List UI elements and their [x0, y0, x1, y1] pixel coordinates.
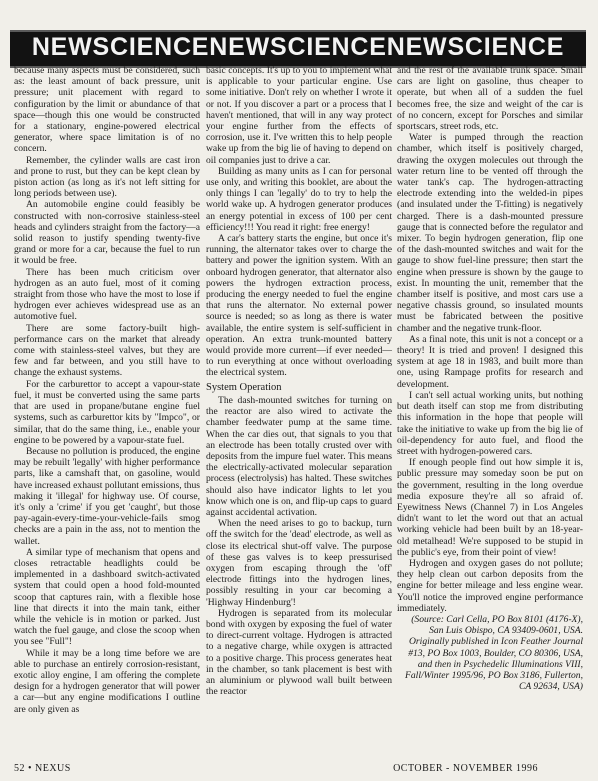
page-number-footer: 52 • NEXUS [14, 763, 71, 774]
paragraph: When the need arises to go to backup, turn off the switch for the 'dead' electrode, as well as close its electrical shut-off valve. The purpose of these gas valves is to keep pressurised oxygen from escaping through the 'off' electrode fittings into the hydrogen lines, possibly resulting in your car becoming a 'Highway Hindenburg'! [206, 518, 392, 608]
article-column-2 [206, 65, 392, 745]
paragraph: While it may be a long time before we are able to purchase an entirely corrosion-resistant, exotic alloy engine, I am offering the complete design for a hydrogen generator that will power a car—but any engine modifications I outline are only given as [14, 647, 200, 715]
article-column-3 [397, 65, 583, 745]
paragraph: Building as many units as I can for personal use only, and writing this booklet, are about the only things I can 'legally' do to try to help the world wake up. A hydrogen generator produces an energy potential in excess of 100 per cent efficiency!!! You read it right: free energy! [206, 165, 392, 233]
issue-date-footer: OCTOBER - NOVEMBER 1996 [393, 763, 538, 774]
paragraph: A car's battery starts the engine, but once it's running, the alternator takes over to charge the battery and power the ignition system. With an onboard hydrogen generator, that alternator also powers the hydrogen extraction process, producing the energy needed to fuel the engine that runs the alternator. No external power source is needed; so as long as there is water available, the entire system is self-sufficient in operation. An extra trunk-mounted battery would provide more current—if ever needed—to run everything at once without overloading the electrical system. [206, 233, 392, 379]
section-banner [10, 30, 586, 68]
article-column-1 [14, 65, 200, 745]
paragraph: Hydrogen is separated from its molecular bond with oxygen by exposing the fuel of water to direct-current voltage. Hydrogen is attracted to a negative charge, while oxygen is attracted to a positive charge. This process generates heat in the chamber, so tank placement is best with an aluminium or plywood wall built between the reactor [206, 607, 392, 698]
paragraph: because many aspects must be considered, such as: the least amount of back pressure, unit pressure; unit placement with regard to configuration by the limit or abundance of that space—though this one would be constructed for a stationary, engine-powered electrical generator, where space limitation is of no concern. [14, 65, 200, 155]
section-heading: System Operation [206, 381, 282, 393]
paragraph: The dash-mounted switches for turning on the reactor are also wired to activate the chamber feedwater pump at the same time. When the car dies out, that signals to you that an electrode has been totally crusted over with deposits from the impure fuel water. This means the electrically-activated molecular separation process (electrolysis) has halted. These switches should also have indicator lights to let you know which one is on, and flip-up caps to guard against accidental activation. [206, 394, 392, 518]
paragraph: If enough people find out how simple it is, public pressure may someday soon be put on the government, resulting in the long overdue media exposure they're all so afraid of. Eyewitness News (Channel 7) in Los Angeles didn't want to let the word out that an actual working vehicle had been built by an 18-year-old metalhead! We're supposed to be stupid in the public's eye, from their point of view! [397, 457, 583, 558]
paragraph: Water is pumped through the reaction chamber, which itself is positively charged, drawing the oxygen molecules out through the water return line to be vented off through the water tank's cap. The hydrogen-attracting electrode extending into the welded-in pipes (and insulated under the T-fitting) is negatively charged. There is a dash-mounted pressure gauge that is connected before the regulator and mixer. To begin hydrogen generation, flip one of the dash-mounted switches and wait for the gauge to show fuel-line pressure; then start the engine when pressure is shown by the gauge to exist. In mounting the unit, remember that the chamber itself is positive, and most cars use a negative chassis ground, so insulated mounts must be fabricated between the positive chamber and the negative trunk-floor. [397, 132, 583, 334]
paragraph: Because no pollution is produced, the engine may be rebuilt 'legally' with higher performance parts, like a camshaft that, on gasoline, would have increased exhaust pollutant emissions, thus making it 'illegal' for highway use. Of course, it's only a 'crime' if you get 'caught', but those pay-again-every-time-your-vehicle-fails smog checks are a pain in the ass, not to mention the wallet. [14, 445, 200, 547]
paragraph: As a final note, this unit is not a concept or a theory! It is tried and proven! I designed this system at age 18 in 1983, and built more than one, using Rampage profits for research and development. [397, 333, 583, 390]
paragraph: Hydrogen and oxygen gases do not pollute; they help clean out carbon deposits from the engine for better mileage and less engine wear. You'll notice the improved engine performance immediately. [397, 557, 583, 614]
paragraph: There has been much criticism over hydrogen as an auto fuel, most of it coming straight from those who have the most to lose if hydrogen ever achieves widespread use as an automotive fuel. [14, 266, 200, 323]
paragraph: basic concepts. It's up to you to implement what is applicable to your particular engine. Use some initiative. Don't rely on whether I wrote it or not. If you discover a part or a process that I haven't mentioned, that will in any way protect your engine further from the effects of corrosion, use it. I've written this to help people wake up from the big lie of having to depend on oil companies just to drive a car. [206, 65, 392, 166]
source-credit: Originally published in Icon Feather Journal #13, PO Box 1003, Boulder, CO 80306, USA, and then in Psychedelic Illuminations VIII, Fall/Winter 1995/96, PO Box 3186, Fullerton, CA 92634, USA) [405, 636, 583, 693]
paragraph: A similar type of mechanism that opens and closes retractable headlights could be implemented in a dashboard switch-activated system that could open a hood fold-mounted scoop that captures rain, with a flexible hose line that directs it into the main tank, either while the vehicle is in motion or parked. Just watch the fuel gauge, and close the scoop when you see "Full"! [14, 546, 200, 648]
paragraph: Remember, the cylinder walls are cast iron and prone to rust, but they can be kept clean by piston action (as long as it's not left sitting for long periods between use). [14, 154, 200, 200]
paragraph: There are some factory-built high-performance cars on the market that already come with stainless-steel valves, but they are few and far between, and you still have to change the exhaust systems. [14, 322, 200, 379]
source-credit: (Source: Carl Cella, PO Box 8101 (4176-X), San Luis Obispo, CA 93409-0601, USA. [411, 613, 583, 637]
paragraph: I can't sell actual working units, but nothing but death itself can stop me from distributing this information in the hope that people will take the initiative to wake up from the big lie of oil-dependency for auto fuel, and flood the street with hydrogen-powered cars. [397, 389, 583, 457]
paragraph: An automobile engine could feasibly be constructed with non-corrosive stainless-steel heads and cylinders straight from the factory—a solid reason to justify spending twenty-five grand or more for a car, because the fuel to run it would be free. [14, 199, 200, 267]
paragraph: For the carburettor to accept a vapour-state fuel, it must be converted using the same parts that are used in propane/butane engine fuel systems, such as carburettor kits by "Impco", or similar, that do the same thing, i.e., enable your engine to be powered by a vapour-state fuel. [14, 378, 200, 446]
banner-title: NEWSCIENCENEWSCIENCENEWSCIENCE [31, 33, 565, 61]
paragraph: and the rest of the available trunk space. Small cars are light on gasoline, thus cheaper to operate, but when all of a sudden the fuel becomes free, the size and weight of the car is of no concern, except for Porsches and similar sportscars, street rods, etc. [397, 65, 583, 133]
